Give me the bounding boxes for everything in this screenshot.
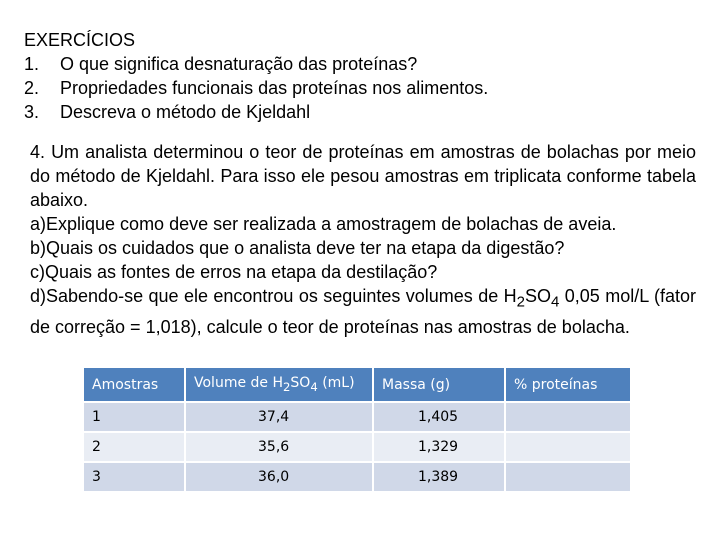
exercise-text: Descreva o método de Kjeldahl [60,102,311,122]
exercise-text: O que significa desnaturação das proteínas? [60,54,418,74]
header-volume-text: (mL) [317,375,355,392]
subscript: 4 [310,379,318,394]
question-part-b: b)Quais os cuidados que o analista deve ter na etapa da digestão? [30,238,565,258]
exercise-item [24,76,488,100]
question-intro: 4. Um analista determinou o teor de proteínas em amostras de bolachas por meio do método de Kjeldahl. Para isso ele pesou amostras em triplicata conforme tabela abaixo. [30,142,696,210]
exercise-number: 1. [24,54,40,74]
header-massa: Massa (g) [373,368,505,402]
cell-amostra: 3 [84,462,185,491]
table-row [84,432,630,462]
cell-proteinas [505,402,630,432]
cell-massa: 1,389 [373,462,505,491]
question-part-a: a)Explique como deve ser realizada a amostragem de bolachas de aveia. [30,214,617,234]
cell-proteinas [505,432,630,462]
exercise-item [24,100,488,124]
cell-proteinas [505,462,630,491]
cell-volume: 37,4 [185,402,373,432]
cell-massa: 1,329 [373,432,505,462]
header-amostras: Amostras [84,368,185,402]
cell-volume: 36,0 [185,462,373,491]
exercise-text: Propriedades funcionais das proteínas nos alimentos. [60,78,489,98]
subscript: 2 [283,379,291,394]
part-d-text: SO [524,286,551,306]
table-row [84,462,630,491]
header-volume-text: Volume de H [194,375,283,392]
part-d-text: 0,05 mol/L (fator de correção = 1,018), calcule o teor de proteínas nas amostras de bolacha. [30,286,696,337]
samples-table [84,368,630,491]
question-4 [30,140,696,339]
part-d-text: d)Sabendo-se que ele encontrou os seguintes volumes de H [30,286,517,306]
cell-amostra: 2 [84,432,185,462]
cell-amostra: 1 [84,402,185,432]
exercise-item [24,52,488,76]
exercises-list [24,28,488,124]
question-part-d [30,284,696,339]
subscript: 2 [516,293,525,311]
header-volume-text: SO [290,375,311,392]
header-volume [185,368,373,402]
table-row [84,402,630,432]
exercise-number: 2. [24,78,40,98]
question-part-c: c)Quais as fontes de erros na etapa da destilação? [30,262,438,282]
cell-volume: 35,6 [185,432,373,462]
subscript: 4 [551,293,560,311]
cell-massa: 1,405 [373,402,505,432]
table-header-row [84,368,630,402]
exercise-number: 3. [24,102,40,122]
header-proteinas: % proteínas [505,368,630,402]
exercises-title: EXERCÍCIOS [24,30,136,50]
